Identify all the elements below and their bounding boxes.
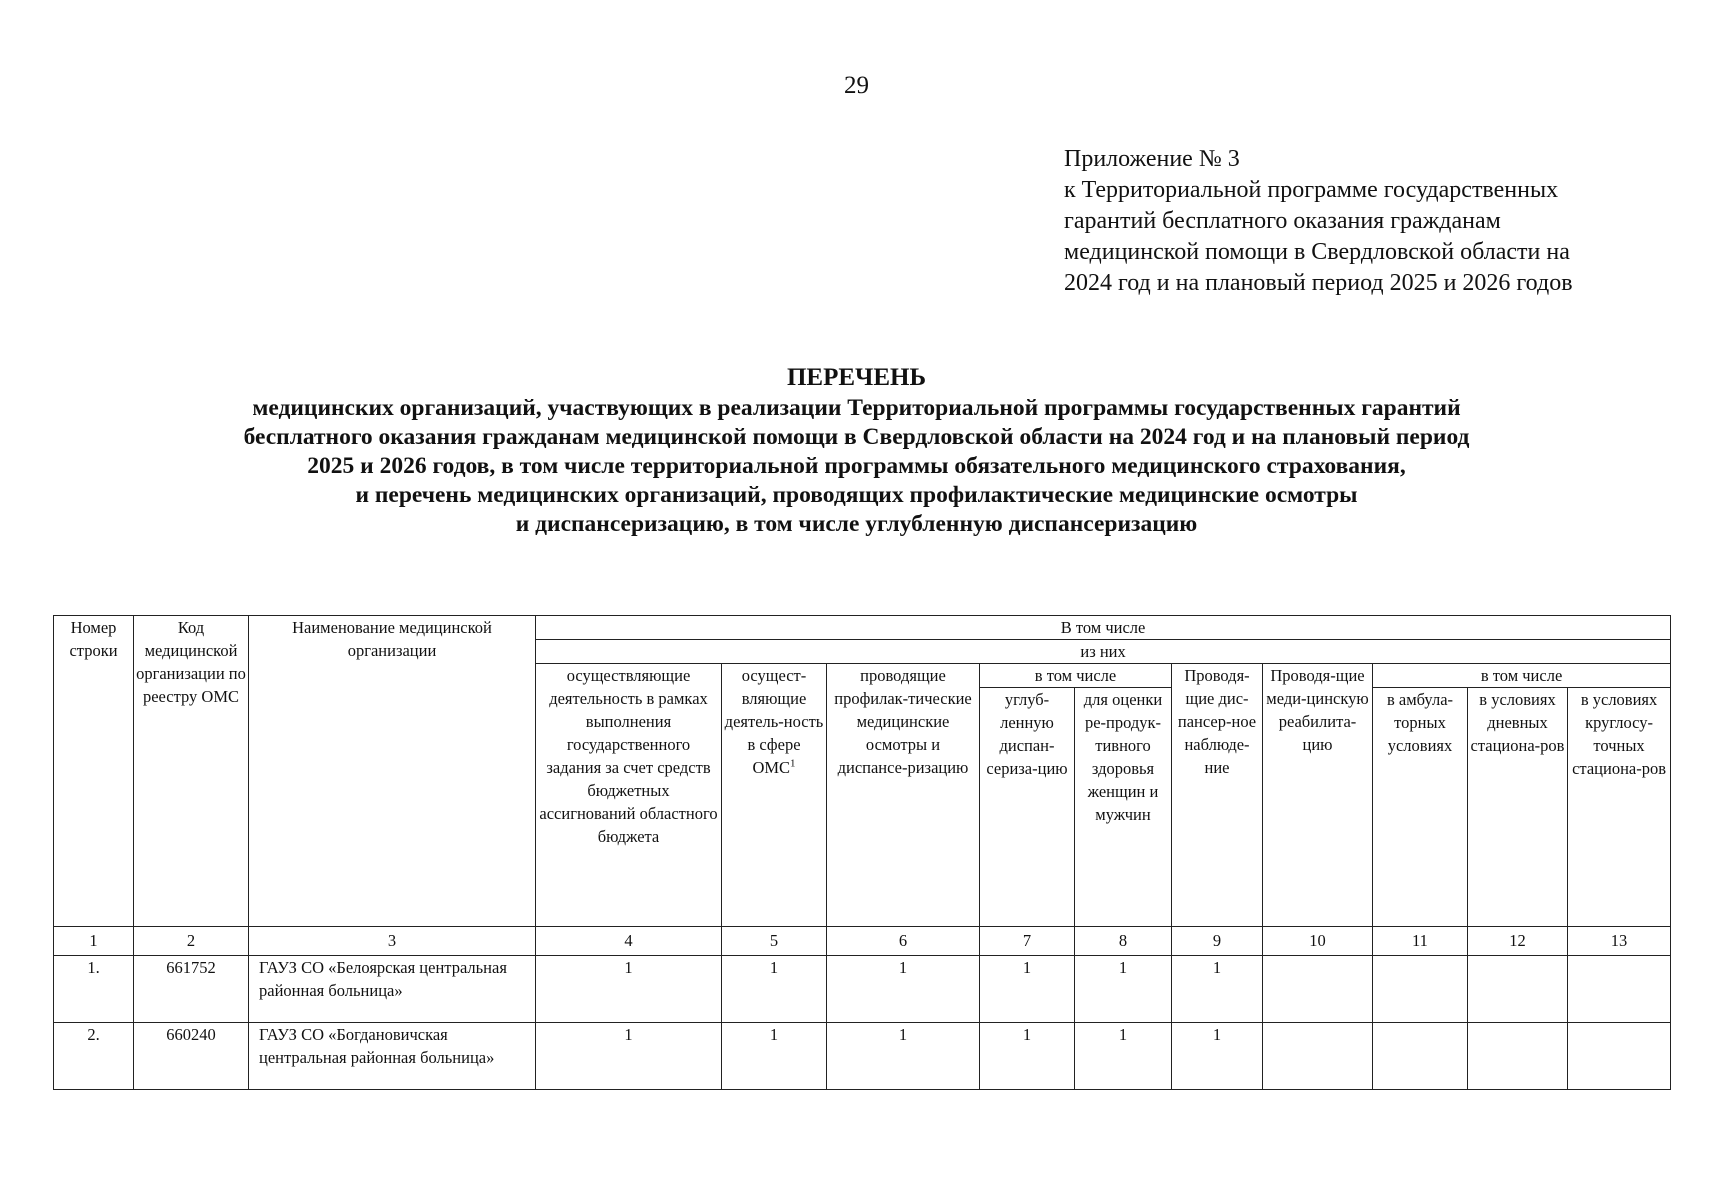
row-cell: 1: [980, 956, 1075, 1023]
header-row-number: Номер строки: [54, 616, 134, 927]
column-number: 13: [1568, 927, 1671, 956]
row-cell: 1: [827, 956, 980, 1023]
header-col12: в условиях дневных стациона-ров: [1468, 688, 1568, 927]
column-number: 3: [249, 927, 536, 956]
header-col8: для оценки ре-продук-тивного здоровья женщин и мужчин: [1075, 688, 1172, 927]
row-cell: [1568, 1023, 1671, 1090]
appendix-line: к Территориальной программе государственных: [1064, 177, 1559, 203]
title-line: бесплатного оказания гражданам медицинской помощи в Свердловской области на 2024 год и на плановый период: [243, 424, 1470, 450]
column-number: 12: [1468, 927, 1568, 956]
header-col7: углуб-ленную диспан-сериза-цию: [980, 688, 1075, 927]
row-cell: 1: [1172, 1023, 1263, 1090]
row-cell: [1373, 1023, 1468, 1090]
appendix-line: Приложение № 3: [1064, 146, 1240, 172]
page-number: 29: [844, 72, 869, 99]
row-cell: 1: [827, 1023, 980, 1090]
row-cell: [1468, 1023, 1568, 1090]
header-in-that-number-a: в том числе: [980, 664, 1172, 688]
header-col5: осущест-вляющие деятель-ность в сфере ОМС$^1$: [722, 664, 827, 927]
column-number: 6: [827, 927, 980, 956]
row-number: 1.: [54, 956, 134, 1023]
appendix-line: гарантий бесплатного оказания гражданам: [1064, 208, 1501, 234]
header-including: В том числе: [536, 616, 1671, 640]
header-col9: Проводя-щие дис-пансер-ное наблюде-ние: [1172, 664, 1263, 927]
organizations-table: [53, 615, 1671, 1090]
row-cell: 1: [536, 956, 722, 1023]
header-col6: проводящие профилак-тические медицинские осмотры и диспансе-ризацию: [827, 664, 980, 927]
appendix-line: медицинской помощи в Свердловской области на: [1064, 239, 1570, 265]
title-line: и диспансеризацию, в том числе углубленную диспансеризацию: [515, 511, 1198, 537]
header-code: Код медицинской организации по реестру ОМС: [134, 616, 249, 927]
column-number: 9: [1172, 927, 1263, 956]
row-cell: [1263, 1023, 1373, 1090]
column-number: 2: [134, 927, 249, 956]
header-in-that-number-b: в том числе: [1373, 664, 1671, 688]
title-line: медицинских организаций, участвующих в реализации Территориальной программы государственных гарантий: [252, 395, 1461, 421]
title-line: 2025 и 2026 годов, в том числе территориальной программы обязательного медицинского страхования,: [307, 453, 1406, 479]
row-cell: [1263, 956, 1373, 1023]
column-number: 11: [1373, 927, 1468, 956]
header-col13: в условиях круглосу-точных стациона-ров: [1568, 688, 1671, 927]
table-row: [54, 956, 1671, 1023]
column-number: 8: [1075, 927, 1172, 956]
row-cell: 1: [980, 1023, 1075, 1090]
row-cell: [1373, 956, 1468, 1023]
row-org-name: ГАУЗ СО «Белоярская центральная районная больница»: [249, 956, 536, 1023]
header-of-them: из них: [536, 640, 1671, 664]
row-cell: 1: [1075, 1023, 1172, 1090]
footnote-mark: 1: [790, 757, 796, 770]
row-cell: 1: [1075, 956, 1172, 1023]
row-org-name: ГАУЗ СО «Богдановичская центральная районная больница»: [249, 1023, 536, 1090]
row-number: 2.: [54, 1023, 134, 1090]
appendix-line: 2024 год и на плановый период 2025 и 2026 годов: [1064, 270, 1573, 296]
header-col4: осуществляющие деятельность в рамках выполнения государственного задания за счет средств бюджетных ассигнований областного бюджета: [536, 664, 722, 927]
title-line: и перечень медицинских организаций, проводящих профилактические медицинские осмотры: [355, 482, 1358, 508]
document-title: [0, 362, 1713, 539]
column-number: 7: [980, 927, 1075, 956]
row-cell: 1: [536, 1023, 722, 1090]
header-col11: в амбула-торных условиях: [1373, 688, 1468, 927]
row-code: 660240: [134, 1023, 249, 1090]
column-number: 1: [54, 927, 134, 956]
table-row: [54, 1023, 1671, 1090]
row-cell: 1: [722, 1023, 827, 1090]
column-number: 4: [536, 927, 722, 956]
row-code: 661752: [134, 956, 249, 1023]
title-heading: ПЕРЕЧЕНЬ: [786, 364, 927, 391]
header-name: Наименование медицинской организации: [249, 616, 536, 927]
row-cell: 1: [1172, 956, 1263, 1023]
appendix-note: [1064, 144, 1684, 299]
column-number: 5: [722, 927, 827, 956]
row-cell: 1: [722, 956, 827, 1023]
row-cell: [1568, 956, 1671, 1023]
header-col10: Проводя-щие меди-цинскую реабилита-цию: [1263, 664, 1373, 927]
row-cell: [1468, 956, 1568, 1023]
column-number: 10: [1263, 927, 1373, 956]
